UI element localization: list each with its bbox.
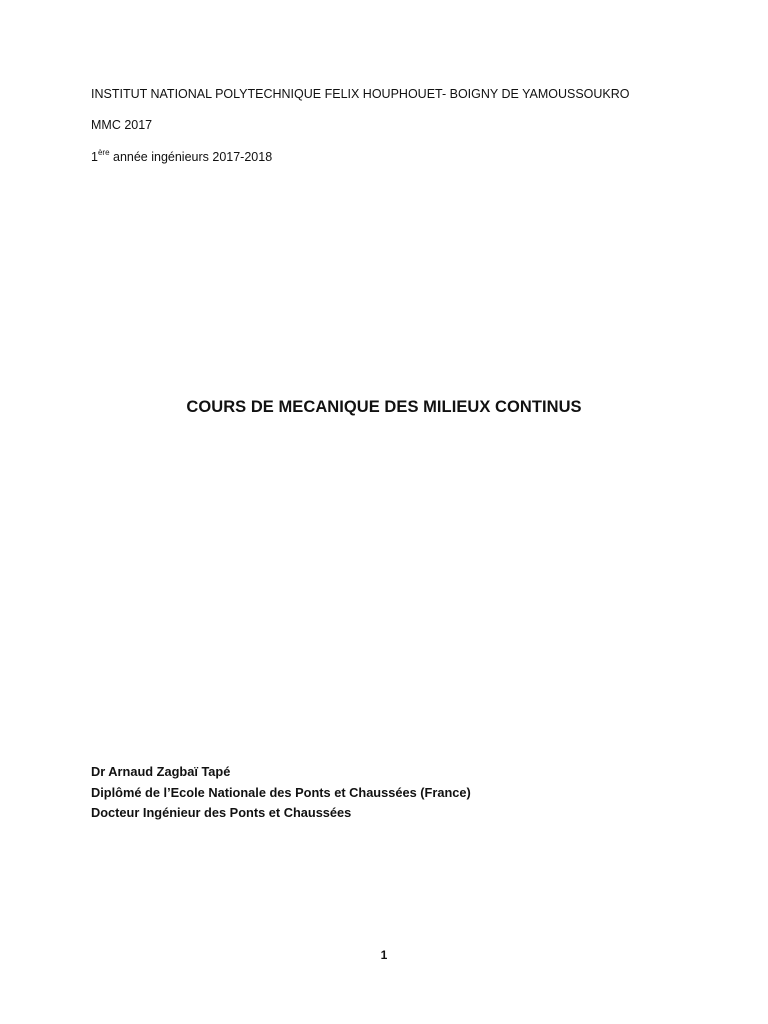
academic-year-line [91,149,272,164]
page-number: 1 [380,948,388,962]
author-diploma: Diplômé de l’Ecole Nationale des Ponts et Chaussées (France) [91,784,471,800]
year-superscript: ère [97,148,110,157]
author-block [91,762,471,824]
course-code: MMC 2017 [91,118,153,132]
author-degree: Docteur Ingénieur des Ponts et Chaussées [91,805,352,820]
institution-name: INSTITUT NATIONAL POLYTECHNIQUE FELIX HOUPHOUET- BOIGNY DE YAMOUSSOUKRO [91,87,630,101]
document-title: COURS DE MECANIQUE DES MILIEUX CONTINUS [186,398,582,416]
year-prefix: 1 [91,150,98,165]
year-suffix: année ingénieurs 2017-2018 [109,150,273,165]
author-name: Dr Arnaud Zagbaï Tapé [91,764,231,779]
